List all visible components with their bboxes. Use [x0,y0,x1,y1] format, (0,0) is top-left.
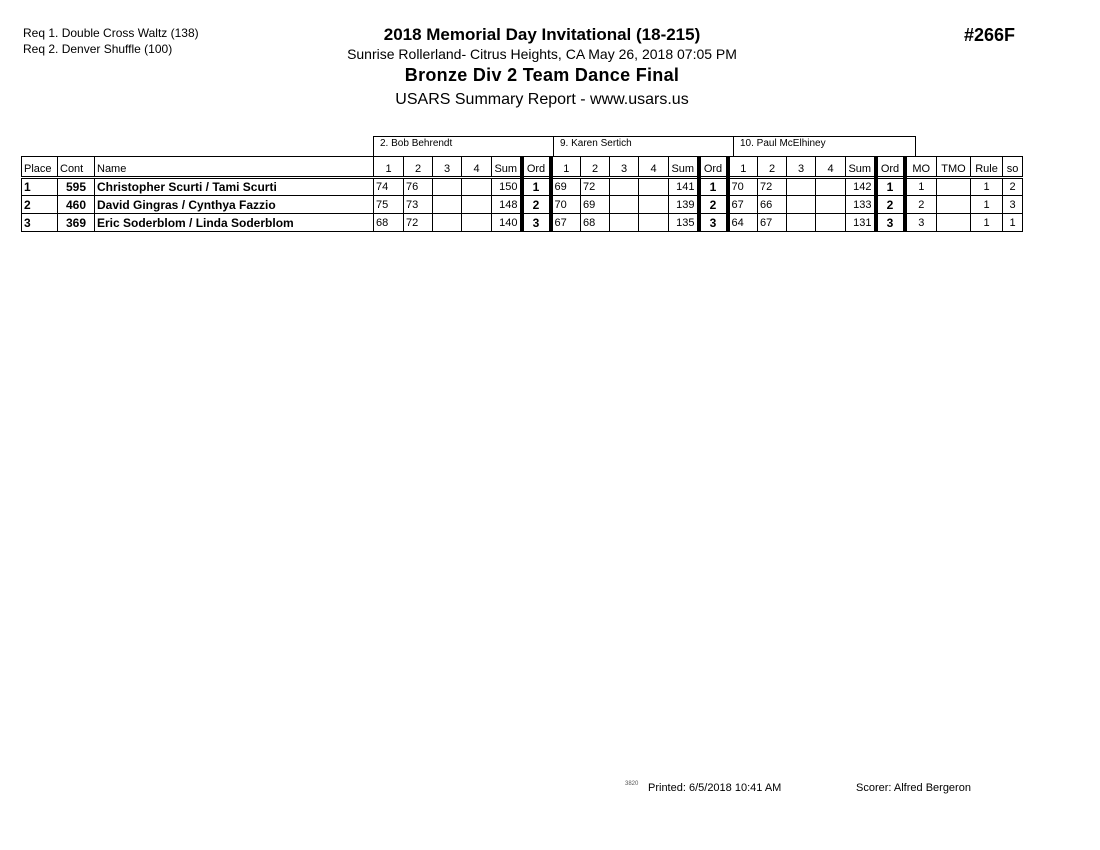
judge-2-score-2: 68 [581,214,610,232]
judge-1-sum: 148 [492,196,522,214]
so-cell: 3 [1003,196,1023,214]
judge-3-score-4 [816,178,846,196]
judge-2-score-4 [639,196,669,214]
judge-1-score-2: 72 [404,214,433,232]
judge-1-score-3 [433,178,462,196]
judge-3-score-4 [816,196,846,214]
tmo-cell [937,178,971,196]
col-place: Place [22,157,58,178]
col-name: Name [95,157,374,178]
col-mo: MO [905,157,937,178]
requirement-1: Req 1. Double Cross Waltz (138) [23,26,199,40]
col-j1-sum: Sum [492,157,522,178]
col-j3-ord: Ord [876,157,905,178]
judge-1-sum: 140 [492,214,522,232]
judge-1-score-1: 74 [374,178,404,196]
judge-2-score-1: 67 [551,214,581,232]
judge-2-score-2: 72 [581,178,610,196]
judge-3-score-1: 67 [728,196,758,214]
judge-3-ordinal: 2 [876,196,905,214]
col-j2-s1: 1 [551,157,581,178]
judge-3-score-3 [787,214,816,232]
judge-1-ordinal: 2 [522,196,551,214]
col-cont: Cont [58,157,95,178]
col-tmo: TMO [937,157,971,178]
team-name-cell: Christopher Scurti / Tami Scurti [95,178,374,196]
judge-2-sum: 141 [669,178,699,196]
judge-1-score-1: 75 [374,196,404,214]
so-cell: 1 [1003,214,1023,232]
report-code: 3820 [625,781,639,787]
report-name: USARS Summary Report - www.usars.us [395,91,689,108]
judge-2-ordinal: 2 [699,196,728,214]
col-j2-s4: 4 [639,157,669,178]
col-j3-s4: 4 [816,157,846,178]
judge-3-score-2: 72 [758,178,787,196]
col-j2-s2: 2 [581,157,610,178]
contestant-number-cell: 595 [58,178,95,196]
judge-2-score-3 [610,178,639,196]
rule-cell: 1 [971,214,1003,232]
judge-1-score-2: 73 [404,196,433,214]
judge-1-score-4 [462,178,492,196]
tmo-cell [937,196,971,214]
judge-header-1: 2. Bob Behrendt [373,136,554,156]
judge-3-score-3 [787,178,816,196]
event-name: Bronze Div 2 Team Dance Final [404,65,680,85]
judge-1-score-3 [433,214,462,232]
judge-2-sum: 135 [669,214,699,232]
judge-3-score-4 [816,214,846,232]
place-cell: 2 [22,196,58,214]
judge-1-score-2: 76 [404,178,433,196]
col-j3-s1: 1 [728,157,758,178]
table-row [22,214,1023,232]
judge-1-score-1: 68 [374,214,404,232]
judge-2-score-3 [610,196,639,214]
judge-1-score-4 [462,196,492,214]
col-j2-ord: Ord [699,157,728,178]
judge-2-sum: 139 [669,196,699,214]
place-cell: 3 [22,214,58,232]
results-table [21,156,1023,232]
col-j1-s4: 4 [462,157,492,178]
contestant-number-cell: 460 [58,196,95,214]
judge-2-score-3 [610,214,639,232]
col-j1-s3: 3 [433,157,462,178]
judge-3-score-3 [787,196,816,214]
judge-2-ordinal: 3 [699,214,728,232]
col-rule: Rule [971,157,1003,178]
col-j1-ord: Ord [522,157,551,178]
col-j1-s1: 1 [374,157,404,178]
col-j3-s2: 2 [758,157,787,178]
judge-2-score-4 [639,214,669,232]
tmo-cell [937,214,971,232]
col-j2-s3: 3 [610,157,639,178]
col-j2-sum: Sum [669,157,699,178]
judge-1-ordinal: 1 [522,178,551,196]
col-j3-s3: 3 [787,157,816,178]
printed-timestamp: Printed: 6/5/2018 10:41 AM [648,782,782,794]
judge-1-ordinal: 3 [522,214,551,232]
judge-3-score-2: 66 [758,196,787,214]
table-row [22,178,1023,196]
judge-1-score-4 [462,214,492,232]
rule-cell: 1 [971,196,1003,214]
judge-header-3: 10. Paul McElhiney [733,136,916,156]
contestant-number-cell: 369 [58,214,95,232]
majority-ordinal-cell: 2 [905,196,937,214]
judge-2-score-4 [639,178,669,196]
judge-2-score-2: 69 [581,196,610,214]
judge-3-ordinal: 3 [876,214,905,232]
judge-3-score-1: 70 [728,178,758,196]
so-cell: 2 [1003,178,1023,196]
col-so: so [1003,157,1023,178]
judge-3-score-2: 67 [758,214,787,232]
requirement-2: Req 2. Denver Shuffle (100) [23,42,173,56]
judge-3-score-1: 64 [728,214,758,232]
judge-2-score-1: 69 [551,178,581,196]
judge-3-ordinal: 1 [876,178,905,196]
col-j3-sum: Sum [846,157,876,178]
venue-date-line: Sunrise Rollerland- Citrus Heights, CA May 26, 2018 07:05 PM [347,46,737,62]
team-name-cell: Eric Soderblom / Linda Soderblom [95,214,374,232]
judge-2-ordinal: 1 [699,178,728,196]
col-j1-s2: 2 [404,157,433,178]
judge-1-score-3 [433,196,462,214]
judge-2-score-1: 70 [551,196,581,214]
rule-cell: 1 [971,178,1003,196]
judge-3-sum: 133 [846,196,876,214]
judge-3-sum: 142 [846,178,876,196]
competition-title: 2018 Memorial Day Invitational (18-215) [383,25,701,44]
table-row [22,196,1023,214]
judge-3-sum: 131 [846,214,876,232]
judge-1-sum: 150 [492,178,522,196]
team-name-cell: David Gingras / Cynthya Fazzio [95,196,374,214]
scorer-name: Scorer: Alfred Bergeron [856,782,971,794]
header-row [22,157,1023,178]
place-cell: 1 [22,178,58,196]
majority-ordinal-cell: 3 [905,214,937,232]
majority-ordinal-cell: 1 [905,178,937,196]
judge-header-2: 9. Karen Sertich [553,136,734,156]
event-number: #266F [964,25,1016,45]
